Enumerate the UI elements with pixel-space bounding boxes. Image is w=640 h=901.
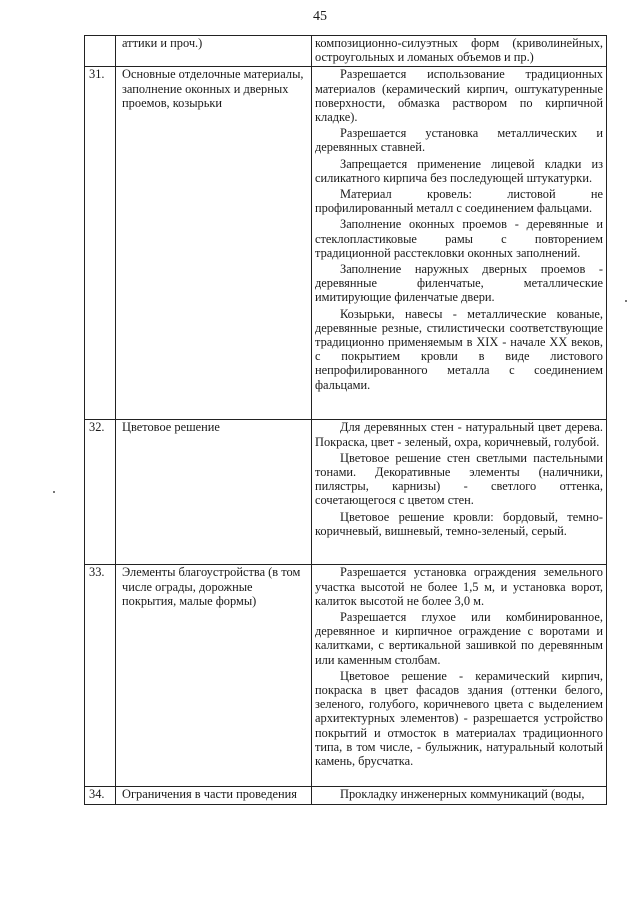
table-row <box>85 565 607 787</box>
row-requirements <box>312 787 607 804</box>
requirement-paragraph: Прокладку инженерных коммуникаций (воды, <box>340 787 585 802</box>
row-number: 34. <box>85 787 116 804</box>
row-title: аттики и проч.) <box>116 36 312 67</box>
requirement-paragraph: Материал кровель: листовой не профилированный металл с соединением фальцами. <box>315 187 603 216</box>
row-requirements <box>312 420 607 565</box>
requirement-paragraph: Цветовое решение стен светлыми пастельными тонами. Декоративные элементы (наличники, пилястры, карнизы) - светлого оттенка, сочетающегося с цветом стен. <box>315 450 603 508</box>
requirement-paragraph: Разрешается установка ограждения земельного участка высотой не более 1,5 м, и установка ворот, калиток высотой не более 3,0 м. <box>315 565 603 608</box>
requirement-paragraph: Запрещается применение лицевой кладки из силикатного кирпича без последующей штукатурки. <box>315 156 603 185</box>
page-number: 45 <box>313 9 327 24</box>
row-number <box>85 36 116 67</box>
table-row <box>85 420 607 565</box>
table-row <box>85 787 607 804</box>
row-requirements <box>312 36 607 67</box>
regulations-table <box>84 35 607 805</box>
table-row <box>85 36 607 67</box>
row-number: 31. <box>85 67 116 420</box>
row-number: 33. <box>85 565 116 787</box>
requirement-paragraph: Заполнение оконных проемов - деревянные и стеклопластиковые рамы с повторением традиционной расстекловки оконных заполнений. <box>315 217 603 260</box>
row-number: 32. <box>85 420 116 565</box>
requirement-paragraph: Козырьки, навесы - металлические кованые, деревянные резные, стилистически соответствующие традиционно применяемым в XIX - начале XX веков, с покрытием кровли в виде листового непрофилированного металла с соединением фальцами. <box>315 306 603 392</box>
row-title: Цветовое решение <box>116 420 312 565</box>
requirement-paragraph: композиционно-силуэтных форм (криволинейных, остроугольных и ломаных объемов и пр.) <box>315 36 603 65</box>
row-requirements <box>312 67 607 420</box>
requirement-paragraph: Разрешается установка металлических и деревянных ставней. <box>315 126 603 155</box>
requirement-paragraph: Цветовое решение кровли: бордовый, темно-коричневый, вишневый, темно-зеленый, серый. <box>315 509 603 538</box>
requirement-paragraph: Цветовое решение - керамический кирпич, покраска в цвет фасадов здания (оттенки белого, зеленого, голубого, коричневого цвета с выделением архитектурных элементов) - разрешается устройство покрытий и отмосток в материалах традиционного типа, в том числе, - булыжник, натуральный колотый камень, брусчатка. <box>315 668 603 769</box>
requirement-paragraph: Разрешается глухое или комбинированное, деревянное и кирпичное ограждение с воротами и калитками, с вертикальной зашивкой по деревянным или каменным столбам. <box>315 610 603 667</box>
requirement-paragraph: Для деревянных стен - натуральный цвет дерева. Покраска, цвет - зеленый, охра, коричневый, голубой. <box>315 420 603 449</box>
row-requirements <box>312 565 607 787</box>
table-row <box>85 67 607 420</box>
scan-speck <box>53 491 55 493</box>
row-title: Основные отделочные материалы, заполнение оконных и дверных проемов, козырьки <box>116 67 312 420</box>
scan-speck <box>625 300 627 302</box>
requirement-paragraph: Заполнение наружных дверных проемов - деревянные филенчатые, металлические имитирующие филенчатые двери. <box>315 262 603 305</box>
row-title: Ограничения в части проведения <box>116 787 312 804</box>
requirement-paragraph: Разрешается использование традиционных материалов (керамический кирпич, оштукатуренные поверхности, обмазка раствором по кирпичной кладке). <box>315 67 603 125</box>
row-title: Элементы благоустройства (в том числе ограды, дорожные покрытия, малые формы) <box>116 565 312 787</box>
